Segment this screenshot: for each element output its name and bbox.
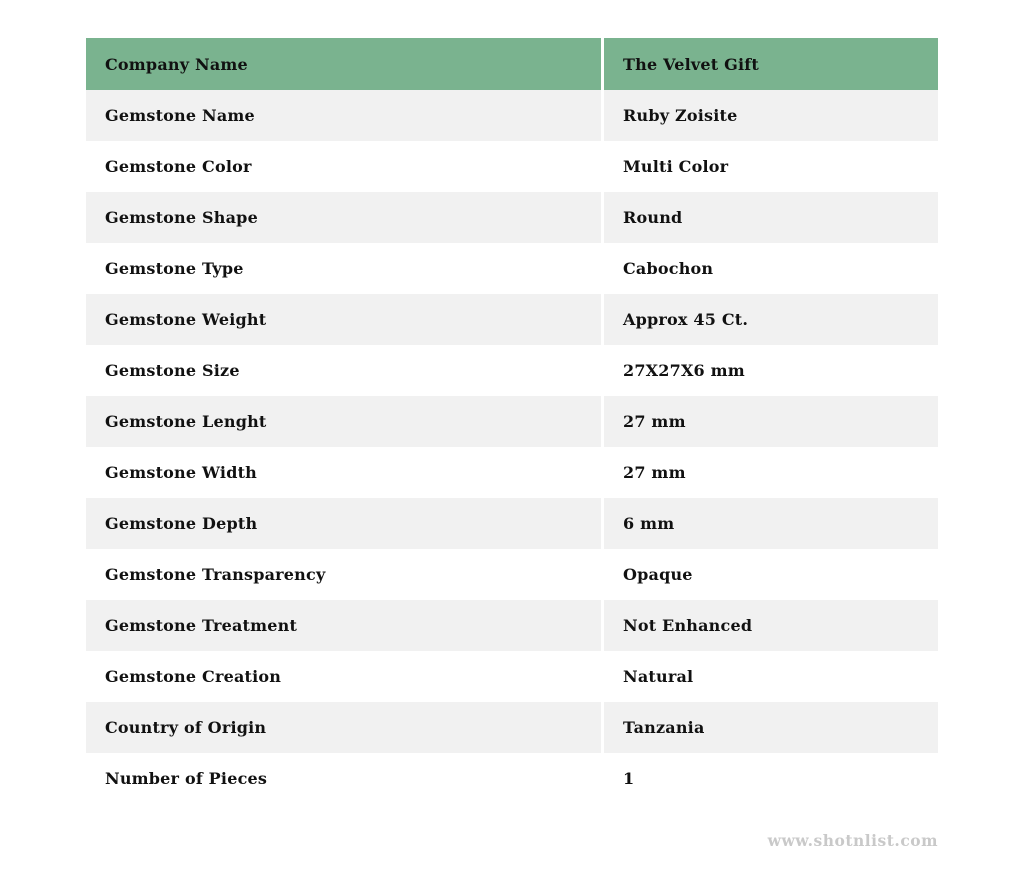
- row-value: Not Enhanced: [623, 616, 753, 635]
- row-value-cell: [604, 549, 938, 600]
- table-row: [86, 498, 938, 549]
- table-row: [86, 702, 938, 753]
- gemstone-spec-table: [86, 38, 938, 804]
- row-label: Gemstone Type: [105, 259, 244, 278]
- row-value-cell: [604, 396, 938, 447]
- table-row: [86, 651, 938, 702]
- row-label-cell: [86, 651, 601, 702]
- table-row: [86, 243, 938, 294]
- row-label-cell: [86, 600, 601, 651]
- row-value: Tanzania: [623, 718, 705, 737]
- row-label-cell: [86, 243, 601, 294]
- row-value: Ruby Zoisite: [623, 106, 738, 125]
- table-header-row: [86, 38, 938, 90]
- table-row: [86, 600, 938, 651]
- row-value: Approx 45 Ct.: [623, 310, 749, 329]
- row-label: Gemstone Size: [105, 361, 240, 380]
- row-label: Gemstone Treatment: [105, 616, 298, 635]
- row-value: 1: [623, 769, 635, 788]
- row-label-cell: [86, 192, 601, 243]
- row-value-cell: [604, 753, 938, 804]
- row-value-cell: [604, 447, 938, 498]
- table-rows: [86, 90, 938, 804]
- row-value-cell: [604, 90, 938, 141]
- row-label-cell: [86, 345, 601, 396]
- row-value: Opaque: [623, 565, 693, 584]
- row-value-cell: [604, 345, 938, 396]
- row-value: 27 mm: [623, 463, 686, 482]
- row-label: Gemstone Color: [105, 157, 252, 176]
- row-label: Gemstone Name: [105, 106, 255, 125]
- row-label-cell: [86, 141, 601, 192]
- row-value: Cabochon: [623, 259, 714, 278]
- table-row: [86, 90, 938, 141]
- table-row: [86, 294, 938, 345]
- row-label: Gemstone Transparency: [105, 565, 326, 584]
- row-value-cell: [604, 243, 938, 294]
- table-row: [86, 345, 938, 396]
- table-row: [86, 396, 938, 447]
- row-value: Natural: [623, 667, 694, 686]
- row-label-cell: [86, 498, 601, 549]
- header-label-cell: [86, 38, 601, 90]
- row-label: Country of Origin: [105, 718, 267, 737]
- row-value-cell: [604, 600, 938, 651]
- header-value: The Velvet Gift: [623, 54, 759, 74]
- row-label: Gemstone Width: [105, 463, 258, 482]
- row-value-cell: [604, 141, 938, 192]
- table-row: [86, 447, 938, 498]
- table-row: [86, 549, 938, 600]
- row-label-cell: [86, 702, 601, 753]
- row-label-cell: [86, 90, 601, 141]
- row-value-cell: [604, 651, 938, 702]
- watermark-text: www.shotnlist.com: [767, 831, 938, 850]
- row-label: Gemstone Depth: [105, 514, 258, 533]
- row-value-cell: [604, 498, 938, 549]
- table-row: [86, 753, 938, 804]
- row-value: 27 mm: [623, 412, 686, 431]
- header-label: Company Name: [105, 54, 248, 74]
- row-label-cell: [86, 447, 601, 498]
- row-value: 27X27X6 mm: [623, 361, 745, 380]
- row-value: Multi Color: [623, 157, 729, 176]
- row-label-cell: [86, 396, 601, 447]
- row-value: 6 mm: [623, 514, 675, 533]
- row-label: Gemstone Lenght: [105, 412, 267, 431]
- row-label: Gemstone Weight: [105, 310, 267, 329]
- table-row: [86, 192, 938, 243]
- row-label: Gemstone Creation: [105, 667, 282, 686]
- row-value: Round: [623, 208, 683, 227]
- header-value-cell: [604, 38, 938, 90]
- table-row: [86, 141, 938, 192]
- row-label-cell: [86, 549, 601, 600]
- row-label-cell: [86, 753, 601, 804]
- row-label: Number of Pieces: [105, 769, 268, 788]
- row-label: Gemstone Shape: [105, 208, 258, 227]
- row-value-cell: [604, 702, 938, 753]
- row-value-cell: [604, 294, 938, 345]
- row-value-cell: [604, 192, 938, 243]
- row-label-cell: [86, 294, 601, 345]
